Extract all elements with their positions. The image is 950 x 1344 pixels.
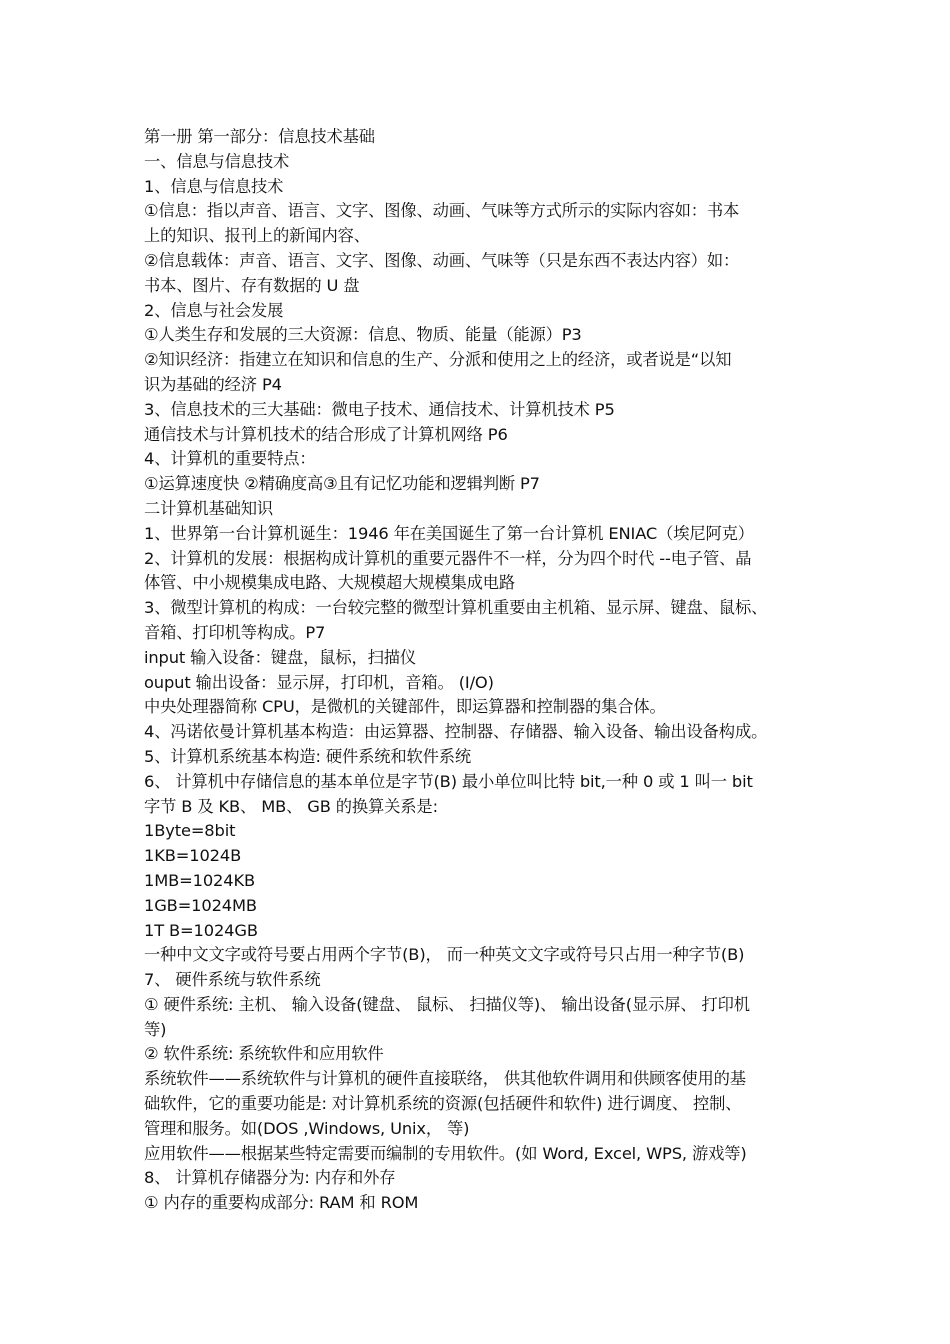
text-line: 体管、中小规模集成电路、大规模超大规模集成电路 [144, 573, 516, 593]
text-line: ①信息：指以声音、语言、文字、图像、动画、气味等方式所示的实际内容如：书本 [144, 201, 740, 221]
subsection-heading: 2、信息与社会发展 [144, 300, 284, 320]
text-line: 应用软件——根据某些特定需要而编制的专用软件。(如 Word, Excel, WPS, 游戏等) [144, 1143, 747, 1163]
text-line: 系统软件——系统软件与计算机的硬件直接联络， 供其他软件调用和供顾客使用的基 [144, 1069, 746, 1089]
text-line: ②信息载体：声音、语言、文字、图像、动画、气味等（只是东西不表达内容）如： [144, 250, 740, 270]
document-body [144, 125, 816, 1216]
subsection-heading: 8、 计算机存储器分为: 内存和外存 [144, 1168, 396, 1188]
text-line: 3、微型计算机的构成：一台较完整的微型计算机重要由主机箱、显示屏、键盘、鼠标、 [144, 598, 768, 618]
text-line: 6、 计算机中存储信息的基本单位是字节(B) 最小单位叫比特 bit,一种 0 或 1 叫一 bit [144, 771, 753, 791]
unit-conversion-line: 1T B=1024GB [144, 920, 258, 940]
text-line: 2、计算机的发展：根据构成计算机的重要元器件不一样，分为四个时代 --电子管、晶 [144, 548, 752, 568]
subsection-heading: 4、计算机的重要特点： [144, 449, 316, 469]
text-line: input 输入设备：键盘，鼠标，扫描仪 [144, 647, 416, 667]
unit-conversion-line: 1KB=1024B [144, 846, 242, 866]
text-line: ② 软件系统: 系统软件和应用软件 [144, 1044, 384, 1064]
text-line: ouput 输出设备：显示屏，打印机，音箱。 (I/O) [144, 672, 494, 692]
subsection-heading: 7、 硬件系统与软件系统 [144, 970, 321, 990]
text-line: 通信技术与计算机技术的结合形成了计算机网络 P6 [144, 424, 508, 444]
text-line: 1、世界第一台计算机诞生：1946 年在美国诞生了第一台计算机 ENIAC（埃尼阿克） [144, 523, 754, 543]
text-line: 5、计算机系统基本构造: 硬件系统和软件系统 [144, 746, 472, 766]
unit-conversion-line: 1GB=1024MB [144, 895, 257, 915]
text-line: ①人类生存和发展的三大资源：信息、物质、能量（能源）P3 [144, 325, 582, 345]
text-line: 4、冯诺依曼计算机基本构造：由运算器、控制器、存储器、输入设备、输出设备构成。 [144, 722, 768, 742]
text-line: ②知识经济：指建立在知识和信息的生产、分派和使用之上的经济，或者说是“以知 [144, 350, 732, 370]
text-line: 管理和服务。如(DOS ,Windows, Unix， 等) [144, 1118, 470, 1138]
text-line: 字节 B 及 KB、 MB、 GB 的换算关系是: [144, 796, 438, 816]
part-heading: 第一册 第一部分：信息技术基础 [144, 127, 375, 146]
section-heading: 一、信息与信息技术 [144, 151, 290, 171]
text-line: 中央处理器简称 CPU，是微机的关键部件，即运算器和控制器的集合体。 [144, 697, 666, 717]
text-line: 书本、图片、存有数据的 U 盘 [144, 275, 360, 295]
section-heading: 二计算机基础知识 [144, 498, 274, 518]
text-line: 识为基础的经济 P4 [144, 374, 282, 394]
unit-conversion-line: 1MB=1024KB [144, 870, 255, 890]
text-line: ①运算速度快 ②精确度高③且有记忆功能和逻辑判断 P7 [144, 474, 540, 494]
unit-conversion-line: 1Byte=8bit [144, 821, 236, 841]
text-line: ① 内存的重要构成部分: RAM 和 ROM [144, 1193, 419, 1213]
text-line: 上的知识、报刊上的新闻内容、 [144, 226, 370, 246]
text-line: 等) [144, 1019, 167, 1039]
subsection-heading: 3、信息技术的三大基础：微电子技术、通信技术、计算机技术 P5 [144, 399, 615, 419]
text-line: 础软件，它的重要功能是: 对计算机系统的资源(包括硬件和软件) 进行调度、 控制、 [144, 1094, 742, 1114]
subsection-heading: 1、信息与信息技术 [144, 176, 284, 196]
text-line: 一种中文文字或符号要占用两个字节(B)， 而一种英文文字或符号只占用一种字节(B) [144, 945, 745, 965]
text-line: ① 硬件系统: 主机、 输入设备(键盘、 鼠标、 扫描仪等)、 输出设备(显示屏、 打印机 [144, 994, 750, 1014]
text-line: 音箱、打印机等构成。P7 [144, 622, 326, 642]
